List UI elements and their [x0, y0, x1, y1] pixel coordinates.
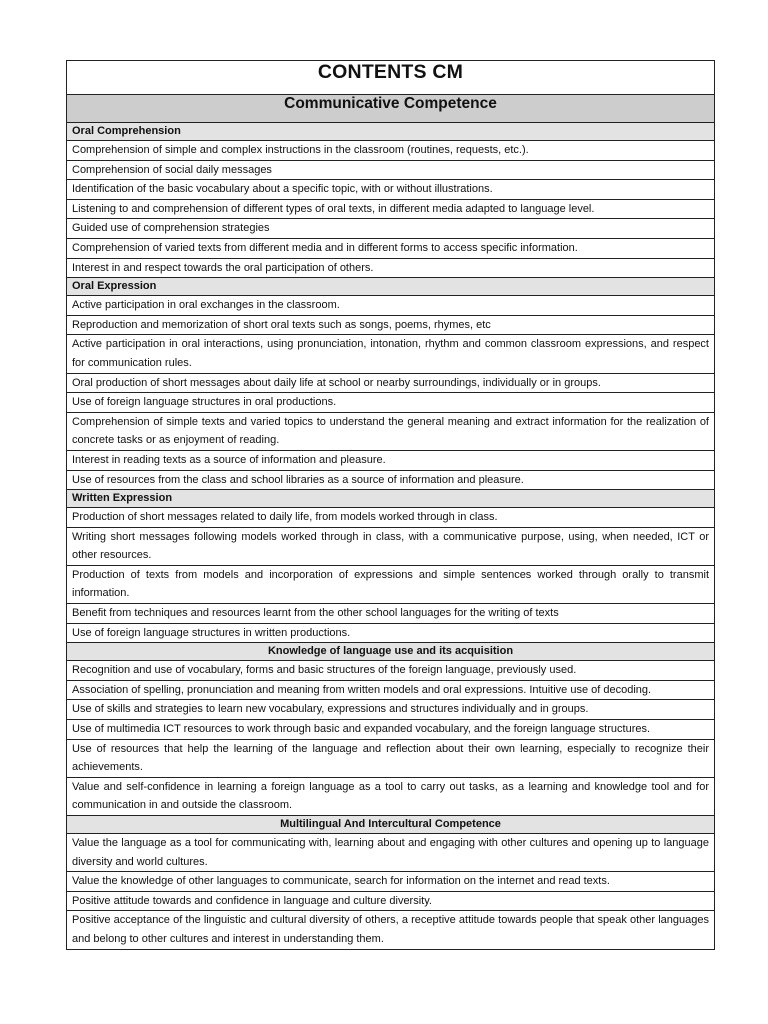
- communicative-competence-heading: Communicative Competence: [67, 95, 715, 123]
- table-row: Value the knowledge of other languages to communicate, search for information on the internet and read texts.: [67, 872, 715, 892]
- main-heading-row: [67, 95, 715, 123]
- section-heading-oral-comprehension: Oral Comprehension: [67, 123, 715, 141]
- table-row: Active participation in oral exchanges in the classroom.: [67, 296, 715, 316]
- table-row: Interest in reading texts as a source of information and pleasure.: [67, 450, 715, 470]
- table-row: Association of spelling, pronunciation and meaning from written models and oral expressions. Intuitive use of decoding.: [67, 680, 715, 700]
- table-row: Identification of the basic vocabulary about a specific topic, with or without illustrations.: [67, 180, 715, 200]
- section-heading-knowledge-of-language: Knowledge of language use and its acquisition: [67, 643, 715, 661]
- table-row: Positive attitude towards and confidence in language and culture diversity.: [67, 891, 715, 911]
- table-row: Use of foreign language structures in oral productions.: [67, 393, 715, 413]
- table-row: Use of multimedia ICT resources to work through basic and expanded vocabulary, and the foreign language structures.: [67, 720, 715, 740]
- table-row: Reproduction and memorization of short oral texts such as songs, poems, rhymes, etc: [67, 315, 715, 335]
- table-row: Comprehension of simple texts and varied topics to understand the general meaning and extract information for the realization of concrete tasks or as enjoyment of reading.: [67, 412, 715, 450]
- table-row: Positive acceptance of the linguistic and cultural diversity of others, a receptive attitude towards people that speak other languages and belong to other cultures and interest in understanding them.: [67, 911, 715, 949]
- section-heading-multilingual-competence: Multilingual And Intercultural Competence: [67, 816, 715, 834]
- table-row: Use of foreign language structures in written productions.: [67, 623, 715, 643]
- table-row: Comprehension of varied texts from different media and in different forms to access specific information.: [67, 238, 715, 258]
- table-row: Use of resources from the class and school libraries as a source of information and pleasure.: [67, 470, 715, 490]
- table-row: Comprehension of simple and complex instructions in the classroom (routines, requests, etc.).: [67, 141, 715, 161]
- table-row: Oral production of short messages about daily life at school or nearby surroundings, individually or in groups.: [67, 373, 715, 393]
- table-row: Writing short messages following models worked through in class, with a communicative purpose, using, when needed, ICT or other resources.: [67, 527, 715, 565]
- title-row: [67, 61, 715, 95]
- table-row: Use of skills and strategies to learn new vocabulary, expressions and structures individually and in groups.: [67, 700, 715, 720]
- table-row: Value the language as a tool for communicating with, learning about and engaging with other cultures and opening up to language diversity and world cultures.: [67, 834, 715, 872]
- table-row: Production of texts from models and incorporation of expressions and simple sentences worked through orally to transmit information.: [67, 565, 715, 603]
- table-row: Production of short messages related to daily life, from models worked through in class.: [67, 508, 715, 528]
- section-heading-written-expression: Written Expression: [67, 490, 715, 508]
- contents-table: [66, 60, 715, 950]
- table-row: Use of resources that help the learning of the language and reflection about their own learning, especially to recognize their achievements.: [67, 739, 715, 777]
- table-row: Comprehension of social daily messages: [67, 160, 715, 180]
- table-row: Active participation in oral interactions, using pronunciation, intonation, rhythm and common classroom expressions, and respect for communication rules.: [67, 335, 715, 373]
- document-title: CONTENTS CM: [67, 61, 715, 95]
- table-row: Guided use of comprehension strategies: [67, 219, 715, 239]
- section-heading-oral-expression: Oral Expression: [67, 278, 715, 296]
- table-row: Listening to and comprehension of different types of oral texts, in different media adapted to language level.: [67, 199, 715, 219]
- table-row: Benefit from techniques and resources learnt from the other school languages for the writing of texts: [67, 604, 715, 624]
- table-row: Interest in and respect towards the oral participation of others.: [67, 258, 715, 278]
- table-row: Value and self-confidence in learning a foreign language as a tool to carry out tasks, as a learning and knowledge tool and for communication in and outside the classroom.: [67, 777, 715, 815]
- table-row: Recognition and use of vocabulary, forms and basic structures of the foreign language, previously used.: [67, 661, 715, 681]
